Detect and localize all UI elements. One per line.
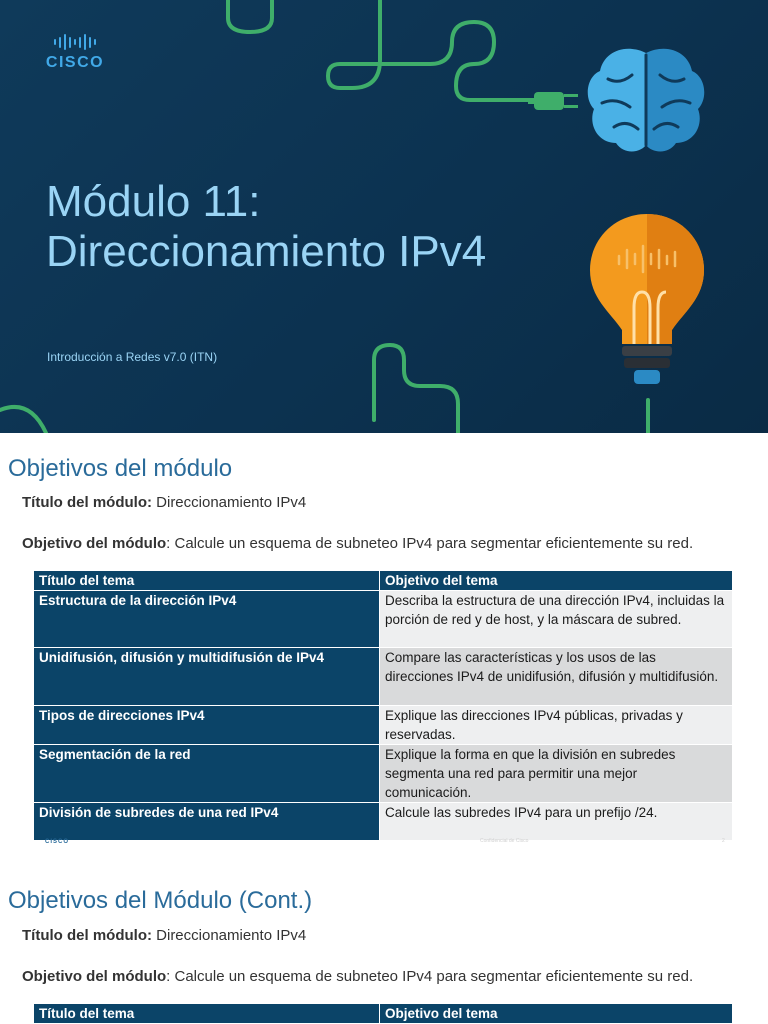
slide-title	[46, 177, 566, 277]
module-objective-value: : Calcule un esquema de subneteo IPv4 para segmentar eficientemente su red.	[166, 535, 694, 552]
title-slide	[0, 0, 768, 433]
module-title-label: Título del módulo:	[22, 494, 152, 511]
slide-heading: Objetivos del módulo	[8, 455, 233, 482]
topic-objective-cell: Calcule las subredes IPv4 para un prefijo /24.	[380, 803, 733, 841]
column-header-tema: Título del tema	[34, 571, 380, 591]
module-objective-label: Objetivo del módulo	[22, 535, 167, 552]
topic-objective-cell: Describa la estructura de una dirección IPv4, incluidas la porción de red y de host, y la máscara de subred.	[380, 591, 733, 648]
module-title-value: Direccionamiento IPv4	[151, 494, 307, 511]
topic-objective-cell: Compare las características y los usos de las direcciones IPv4 de unidifusión, difusión y multidifusión.	[380, 648, 733, 706]
lightbulb-icon	[586, 212, 708, 390]
module-title-line	[22, 927, 306, 944]
footer-page-number: 2	[722, 838, 725, 844]
column-header-objetivo: Objetivo del tema	[380, 1004, 733, 1024]
module-objective-value: : Calcule un esquema de subneteo IPv4 para segmentar eficientemente su red.	[166, 968, 694, 985]
slide-subtitle: Introducción a Redes v7.0 (ITN)	[47, 350, 218, 364]
topic-title-cell: División de subredes de una red IPv4	[34, 803, 380, 841]
table-row	[34, 648, 733, 706]
module-title-label: Título del módulo:	[22, 927, 152, 944]
table-row	[34, 803, 733, 841]
cisco-bars-icon	[40, 33, 110, 51]
topic-title-cell: Tipos de direcciones IPv4	[34, 706, 380, 745]
module-objective-line	[22, 968, 742, 986]
column-header-tema: Título del tema	[34, 1004, 380, 1024]
slide-title-line2: Direccionamiento IPv4	[46, 227, 487, 276]
column-header-objetivo: Objetivo del tema	[380, 571, 733, 591]
topic-objective-cell: Explique las direcciones IPv4 públicas, privadas y reservadas.	[380, 706, 733, 745]
module-title-line	[22, 494, 306, 511]
footer-cisco-logo: CISCO	[45, 839, 70, 845]
topics-table	[33, 570, 733, 841]
module-title-value: Direccionamiento IPv4	[151, 927, 307, 944]
slide-title-line1: Módulo 11:	[46, 177, 261, 226]
table-header-row	[34, 571, 733, 591]
table-header-row	[34, 1004, 733, 1024]
objectives-slide	[0, 433, 768, 853]
cisco-logo	[40, 33, 110, 73]
topic-title-cell: Segmentación de la red	[34, 745, 380, 803]
topic-title-cell: Estructura de la dirección IPv4	[34, 591, 380, 648]
table-row	[34, 745, 733, 803]
module-objective-line	[22, 535, 742, 553]
brain-icon	[586, 45, 706, 157]
topics-table	[33, 1003, 733, 1024]
footer-confidential: Confidencial de Cisco	[480, 838, 529, 844]
module-objective-label: Objetivo del módulo	[22, 968, 167, 985]
plug-icon	[528, 84, 584, 116]
topic-title-cell: Unidifusión, difusión y multidifusión de IPv4	[34, 648, 380, 706]
table-row	[34, 591, 733, 648]
slide-heading: Objetivos del Módulo (Cont.)	[8, 887, 313, 914]
cisco-wordmark: CISCO	[45, 54, 105, 71]
objectives-cont-slide	[0, 866, 768, 1024]
topic-objective-cell: Explique la forma en que la división en subredes segmenta una red para permitir una mejor comunicación.	[380, 745, 733, 803]
table-row	[34, 706, 733, 745]
